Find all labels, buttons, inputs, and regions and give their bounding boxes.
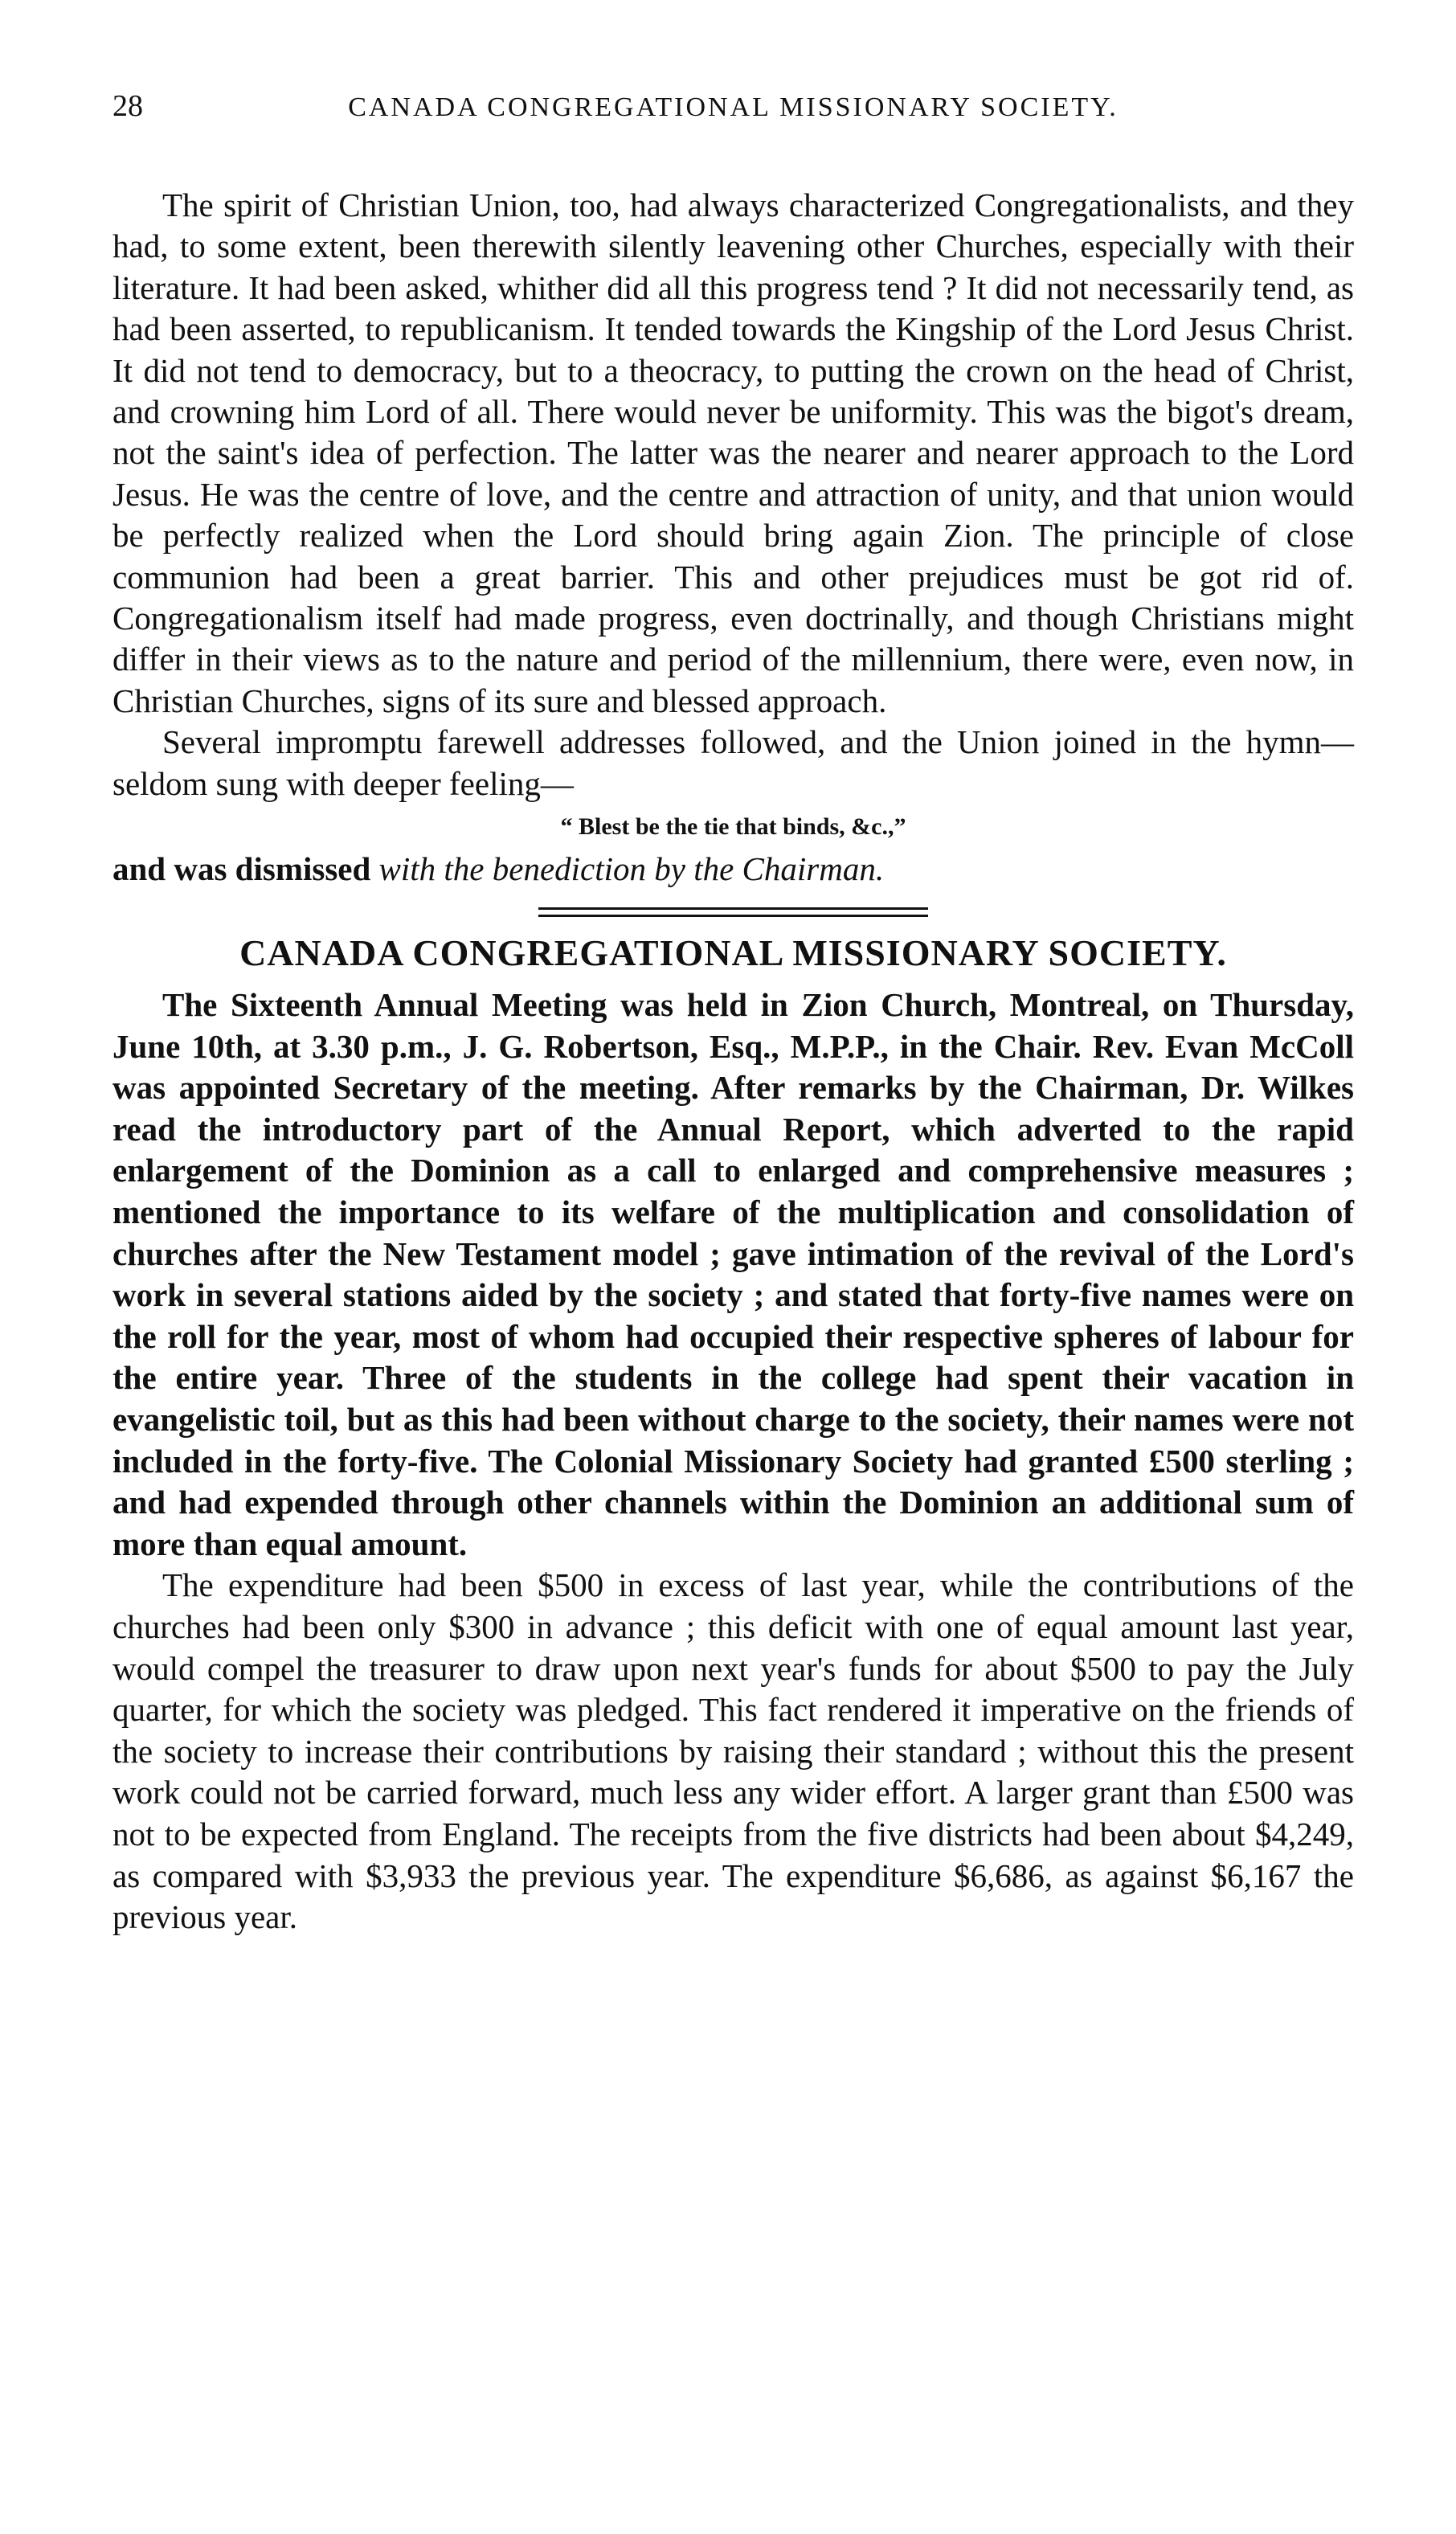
running-head xyxy=(112,88,1354,137)
page-number: 28 xyxy=(112,89,143,123)
divider-rule-bottom xyxy=(538,915,928,917)
dismissal-start: and was dismissed xyxy=(112,850,379,888)
society-paragraph-1: The Sixteenth Annual Meeting was held in Zion Church, Montreal, on Thursday, June 10th, at 3.30 p.m., J. G. Robertson, Esq., M.P.P., in the Chair. Rev. Evan McColl was appointed Secretary of the meeting. After remarks by the Chairman, Dr. Wilkes read the introductory part of the Annual Report, which adverted to the rapid enlargement of the Dominion as a call to enlarged and comprehensive measures ; mentioned the importance to its welfare of the multiplication and consolidation of churches after the New Testament model ; gave intimation of the revival of the Lord's work in several stations aided by the society ; and stated that forty-five names were on the roll for the year, most of whom had occupied their respective spheres of labour for the entire year. Three of the students in the college had spent their vacation in evangelistic toil, but as this had been without charge to the society, their names were not included in the forty-five. The Colonial Missionary Society had granted £500 sterling ; and had expended through other channels within the Dominion an additional sum of more than equal amount. xyxy=(112,986,1354,1562)
section-title: CANADA CONGREGATIONAL MISSIONARY SOCIETY. xyxy=(239,932,1227,974)
dismissal-line xyxy=(112,848,1354,890)
union-paragraph-1: The spirit of Christian Union, too, had always characterized Congregationalists, and they had, to some extent, been therewith silently leavening other Churches, especially with their literature. It had been asked, whither did all this progress tend ? It did not necessarily tend, as had been asserted, to republicanism. It tended towards the Kingship of the Lord Jesus Christ. It did not tend to democracy, but to a theocracy, to putting the crown on the head of Christ, and crowning him Lord of all. There would never be uniformity. This was the bigot's dream, not the saint's idea of perfection. The latter was the nearer and nearer approach to the Lord Jesus. He was the centre of love, and the centre and attraction of unity, and that union would be perfectly realized when the Lord should bring again Zion. The principle of close communion had been a great barrier. This and other prejudices must be got rid of. Congregationalism itself had made progress, even doctrinally, and though Christians might differ in their views as to the nature and period of the millennium, there were, even now, in Christian Churches, signs of its sure and blessed approach. xyxy=(112,186,1354,719)
section-divider xyxy=(538,907,928,917)
society-paragraph-2: The expenditure had been $500 in excess of last year, while the contributions of the churches had been only $300 in advance ; this deficit with one of equal amount last year, would compel the treasurer to draw upon next year's funds for about $500 to pay the July quarter, for which the society was pledged. This fact rendered it imperative on the friends of the society to increase their contributions by raising their standard ; without this the present work could not be carried forward, much less any wider effort. A larger grant than £500 was not to be expected from England. The receipts from the five districts had been about $4,249, as compared with $3,933 the previous year. The expenditure $6,686, as against $6,167 the previous year. xyxy=(112,1566,1354,1936)
union-paragraph-2: Several impromptu farewell addresses followed, and the Union joined in the hymn—seldom sung with deeper feeling— xyxy=(112,723,1354,802)
running-title: CANADA CONGREGATIONAL MISSIONARY SOCIETY. xyxy=(348,92,1119,122)
dismissal-end: with the benediction by the Chairman. xyxy=(378,850,885,888)
hymn-line: “ Blest be the tie that binds, &c.,” xyxy=(560,813,906,841)
book-page xyxy=(112,88,1354,1938)
divider-rule-top xyxy=(538,907,928,910)
